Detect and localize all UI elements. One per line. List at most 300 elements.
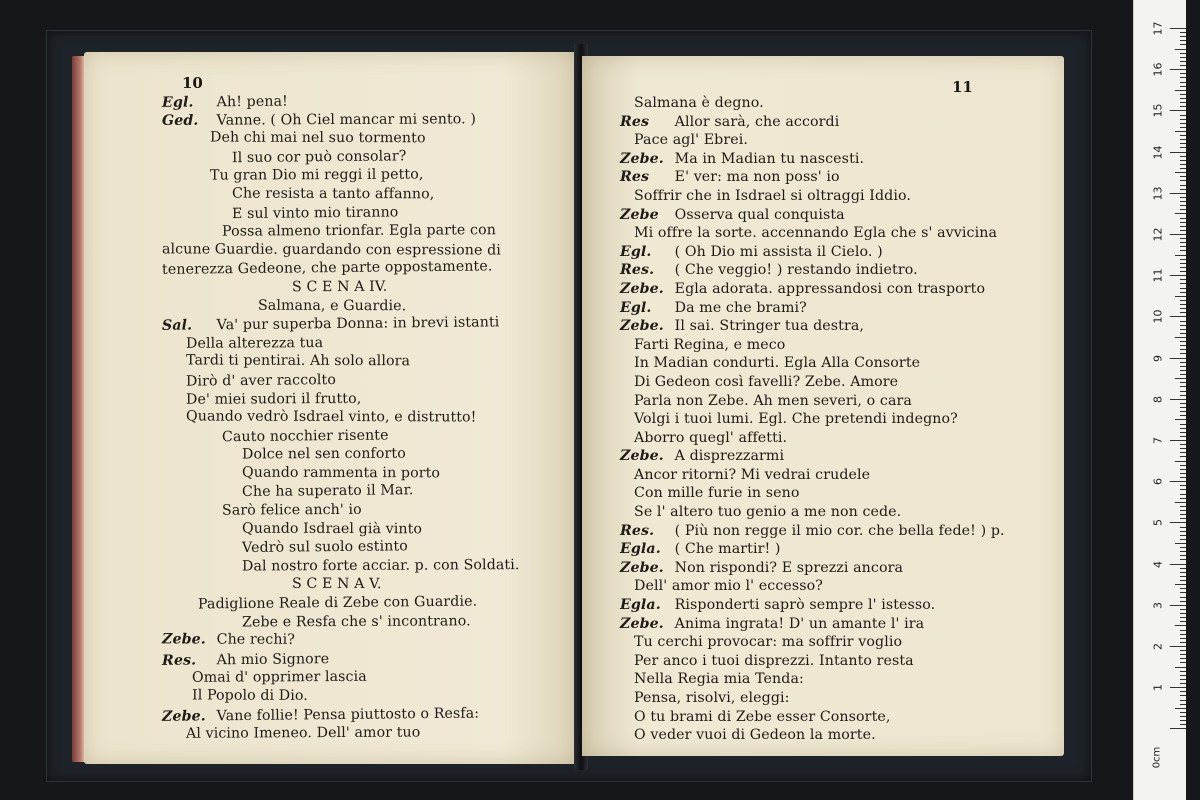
line-text: O tu brami di Zebe esser Consorte, xyxy=(634,708,891,725)
ruler-tick xyxy=(1180,176,1186,177)
ruler-tick xyxy=(1180,139,1186,140)
line-text: Va' pur superba Donna: in brevi istanti xyxy=(216,314,500,334)
line-text: Pace agl' Ebrei. xyxy=(634,132,748,149)
line-text: tenerezza Gedeone, che parte oppostamente. xyxy=(161,258,493,279)
text-line xyxy=(162,90,520,112)
ruler-tick xyxy=(1180,580,1186,581)
line-text: Dal nostro forte acciar. p. con Soldati. xyxy=(241,556,520,575)
ruler-tick xyxy=(1170,234,1186,235)
ruler-tick xyxy=(1180,572,1186,573)
text-line xyxy=(620,559,1005,578)
line-text: Padiglione Reale di Zebe con Guardie. xyxy=(197,593,478,613)
line-text: Tardi ti pentirai. Ah solo allora xyxy=(185,352,411,370)
speaker-label: Res. xyxy=(161,652,197,669)
text-line xyxy=(162,667,520,687)
speaker-label: Zebe. xyxy=(620,150,664,167)
text-line xyxy=(162,110,520,130)
text-line xyxy=(162,129,520,149)
right-page xyxy=(582,56,1064,756)
ruler-tick xyxy=(1180,201,1186,202)
ruler-tick xyxy=(1180,601,1186,602)
line-text: Tu gran Dio mi reggi il petto, xyxy=(209,166,424,185)
ruler-tick xyxy=(1180,209,1186,210)
ruler-tick xyxy=(1170,481,1186,482)
ruler-tick xyxy=(1180,403,1186,404)
text-line xyxy=(620,670,1005,689)
ruler-tick xyxy=(1170,358,1186,359)
ruler-tick xyxy=(1180,61,1186,62)
ruler-unit-label: 0cm xyxy=(1151,746,1163,769)
line-text: Il suo cor può consolar? xyxy=(231,148,407,166)
text-line xyxy=(162,686,520,706)
ruler-tick xyxy=(1180,366,1186,367)
ruler-number: 1 xyxy=(1151,684,1165,692)
ruler-number: 14 xyxy=(1151,145,1165,160)
line-text: Farti Regina, e meco xyxy=(634,336,786,353)
line-text: Nella Regia mia Tenda: xyxy=(634,671,804,688)
line-text: E' ver: ma non poss' io xyxy=(674,169,840,186)
ruler-tick xyxy=(1180,654,1186,655)
ruler-tick xyxy=(1180,65,1186,66)
text-line xyxy=(620,689,1005,708)
ruler-tick xyxy=(1180,374,1186,375)
speaker-label: Zebe. xyxy=(620,280,664,297)
ruler-tick xyxy=(1175,337,1186,338)
ruler-tick xyxy=(1180,407,1186,408)
ruler-tick xyxy=(1180,98,1186,99)
ruler-tick xyxy=(1180,712,1186,713)
ruler-tick xyxy=(1180,506,1186,507)
ruler-tick xyxy=(1180,592,1186,593)
line-text: Mi offre la sorte. accennando Egla che s' avvicina xyxy=(634,225,998,242)
ruler-tick xyxy=(1180,547,1186,548)
text-line xyxy=(162,165,520,185)
ruler-tick xyxy=(1180,308,1186,309)
line-text: Di Gedeon così favelli? Zebe. Amore xyxy=(634,373,899,390)
ruler-tick xyxy=(1180,477,1186,478)
ruler-tick xyxy=(1180,720,1186,721)
ruler-tick xyxy=(1180,53,1186,54)
ruler-tick xyxy=(1170,275,1186,276)
line-text: Cauto nocchier risente xyxy=(221,427,389,445)
ruler-tick xyxy=(1175,625,1186,626)
line-text: ( Che martir! ) xyxy=(674,541,781,558)
ruler-tick xyxy=(1180,230,1186,231)
text-line xyxy=(162,631,520,651)
line-text: S C E N A IV. xyxy=(291,278,388,296)
text-line xyxy=(620,447,1005,466)
line-text: Zebe e Resfa che s' incontrano. xyxy=(241,612,471,631)
text-line xyxy=(620,206,1005,225)
ruler-tick xyxy=(1180,531,1186,532)
ruler-tick xyxy=(1180,180,1186,181)
ruler-tick xyxy=(1180,115,1186,116)
ruler-number: 10 xyxy=(1151,309,1165,324)
text-line xyxy=(620,280,1005,299)
ruler-tick xyxy=(1180,634,1186,635)
ruler-number: 13 xyxy=(1151,186,1165,201)
text-line xyxy=(162,575,520,595)
line-text: De' miei sudori il frutto, xyxy=(185,390,362,408)
ruler-tick xyxy=(1170,193,1186,194)
ruler-tick xyxy=(1180,263,1186,264)
line-text: Egla adorata. appressandosi con trasporto xyxy=(674,280,986,297)
ruler-tick xyxy=(1180,716,1186,717)
ruler-tick xyxy=(1180,630,1186,631)
ruler-tick xyxy=(1180,671,1186,672)
ruler-tick xyxy=(1180,300,1186,301)
ruler-tick xyxy=(1180,551,1186,552)
ruler-tick xyxy=(1180,123,1186,124)
ruler-number: 8 xyxy=(1151,395,1165,403)
left-page-text xyxy=(162,92,519,743)
ruler-number: 4 xyxy=(1151,560,1165,568)
ruler-tick xyxy=(1180,448,1186,449)
ruler-tick xyxy=(1180,424,1186,425)
ruler-tick xyxy=(1180,704,1186,705)
ruler-tick xyxy=(1175,213,1186,214)
ruler-tick xyxy=(1180,695,1186,696)
ruler-tick xyxy=(1180,510,1186,511)
line-text: Vane follie! Pensa piuttosto o Resfa: xyxy=(216,705,480,724)
line-text: Parla non Zebe. Ah men severi, o cara xyxy=(634,392,912,409)
line-text: Ah! pena! xyxy=(216,93,288,111)
ruler-tick xyxy=(1180,222,1186,223)
ruler-number: 12 xyxy=(1151,227,1165,242)
line-text: Sarò felice anch' io xyxy=(221,501,362,519)
ruler-tick xyxy=(1180,514,1186,515)
line-text: Quando rammenta in porto xyxy=(241,464,441,482)
text-line xyxy=(620,726,1005,745)
text-line xyxy=(162,277,520,297)
line-text: E sul vinto mio tiranno xyxy=(231,203,399,222)
ruler-tick xyxy=(1180,370,1186,371)
ruler-number: 11 xyxy=(1151,268,1165,283)
ruler-tick xyxy=(1180,259,1186,260)
line-text: Se l' altero tuo genio a me non cede. xyxy=(634,504,902,521)
ruler-tick xyxy=(1170,316,1186,317)
ruler-tick xyxy=(1180,32,1186,33)
ruler-tick xyxy=(1180,160,1186,161)
text-line xyxy=(620,113,1005,132)
line-text: Per anco i tuoi disprezzi. Intanto resta xyxy=(634,652,914,669)
left-page xyxy=(84,52,578,764)
ruler-tick xyxy=(1180,283,1186,284)
line-text: Che rechi? xyxy=(216,631,295,649)
ruler-tick xyxy=(1180,469,1186,470)
ruler-tick xyxy=(1180,436,1186,437)
text-line xyxy=(162,407,520,427)
line-text: Quando Isdrael già vinto xyxy=(241,520,423,537)
line-text: Non rispondi? E sprezzi ancora xyxy=(674,559,904,576)
text-line xyxy=(620,633,1005,652)
line-text: Deh chi mai nel suo tormento xyxy=(209,129,426,147)
ruler-tick xyxy=(1180,189,1186,190)
text-line xyxy=(620,354,1005,373)
line-text: ( Più non regge il mio cor. che bella fede! ) p. xyxy=(674,522,1005,539)
ruler-tick xyxy=(1180,700,1186,701)
ruler-tick xyxy=(1180,135,1186,136)
line-text: Tu cerchi provocar: ma soffrir voglio xyxy=(634,634,903,651)
text-line xyxy=(162,612,520,632)
right-page-number: 11 xyxy=(952,78,973,96)
text-line xyxy=(620,261,1005,280)
line-text: Il Popolo di Dio. xyxy=(191,687,308,704)
ruler-tick xyxy=(1180,658,1186,659)
line-text: Anima ingrata! D' un amante l' ira xyxy=(674,615,925,632)
ruler-tick xyxy=(1180,432,1186,433)
ruler-tick xyxy=(1180,349,1186,350)
text-line xyxy=(162,352,520,372)
right-page-text xyxy=(620,94,1005,745)
ruler-tick xyxy=(1180,238,1186,239)
ruler-tick xyxy=(1180,143,1186,144)
ruler-tick xyxy=(1180,568,1186,569)
line-text: Da me che brami? xyxy=(674,299,807,316)
text-line xyxy=(620,317,1005,336)
ruler-tick xyxy=(1180,494,1186,495)
ruler-tick xyxy=(1180,662,1186,663)
ruler-tick xyxy=(1175,49,1186,50)
text-line xyxy=(620,224,1005,243)
text-line xyxy=(620,94,1005,113)
line-text: Quando vedrò Isdrael vinto, e distrutto! xyxy=(185,408,477,426)
ruler-tick xyxy=(1180,535,1186,536)
ruler-tick xyxy=(1180,242,1186,243)
ruler-number: 6 xyxy=(1151,478,1165,486)
speaker-label: Egla. xyxy=(620,541,661,558)
ruler-tick xyxy=(1170,69,1186,70)
text-line xyxy=(620,540,1005,559)
text-line xyxy=(620,596,1005,615)
ruler-tick xyxy=(1175,667,1186,668)
ruler-tick xyxy=(1180,36,1186,37)
ruler-tick xyxy=(1180,325,1186,326)
ruler-tick xyxy=(1180,86,1186,87)
ruler-tick xyxy=(1180,382,1186,383)
speaker-label: Res. xyxy=(620,262,655,279)
ruler-tick xyxy=(1180,57,1186,58)
ruler-tick xyxy=(1180,650,1186,651)
ruler-tick xyxy=(1180,428,1186,429)
ruler-tick xyxy=(1180,518,1186,519)
ruler-tick xyxy=(1170,522,1186,523)
ruler-tick xyxy=(1180,164,1186,165)
line-text: Al vicino Imeneo. Dell' amor tuo xyxy=(185,724,421,742)
ruler-number: 5 xyxy=(1151,519,1165,527)
speaker-label: Ged. xyxy=(161,112,199,129)
text-line xyxy=(162,184,520,204)
ruler-tick xyxy=(1180,246,1186,247)
ruler-tick xyxy=(1180,333,1186,334)
line-text: Volgi i tuoi lumi. Egl. Che pretendi indegno? xyxy=(634,411,958,428)
ruler-number: 15 xyxy=(1151,103,1165,118)
line-text: Ancor ritorni? Mi vedrai crudele xyxy=(634,466,871,483)
ruler-tick xyxy=(1180,40,1186,41)
ruler-tick xyxy=(1170,564,1186,565)
ruler-tick xyxy=(1175,502,1186,503)
ruler-tick xyxy=(1180,683,1186,684)
ruler-tick xyxy=(1180,395,1186,396)
line-text: In Madian condurti. Egla Alla Consorte xyxy=(634,355,921,372)
ruler-tick xyxy=(1175,131,1186,132)
ruler-tick xyxy=(1180,613,1186,614)
ruler-tick xyxy=(1180,675,1186,676)
ruler-tick xyxy=(1170,728,1186,729)
text-line xyxy=(162,500,520,520)
ruler-tick xyxy=(1180,353,1186,354)
ruler-tick xyxy=(1180,288,1186,289)
ruler-tick xyxy=(1175,584,1186,585)
ruler-number: 3 xyxy=(1151,601,1165,609)
ruler-tick xyxy=(1180,304,1186,305)
ruler-tick xyxy=(1180,321,1186,322)
text-line xyxy=(620,168,1005,187)
ruler-tick xyxy=(1180,218,1186,219)
ruler-tick xyxy=(1180,679,1186,680)
line-text: ( Che veggio! ) restando indietro. xyxy=(674,262,918,279)
ruler-tick xyxy=(1180,267,1186,268)
ruler-tick xyxy=(1180,106,1186,107)
line-text: S C E N A V. xyxy=(291,576,382,593)
text-line xyxy=(162,333,520,353)
ruler-tick xyxy=(1180,489,1186,490)
ruler-tick xyxy=(1180,559,1186,560)
ruler-tick xyxy=(1180,73,1186,74)
text-line xyxy=(620,299,1005,318)
ruler-number: 17 xyxy=(1151,21,1165,36)
text-line xyxy=(620,429,1005,448)
ruler-tick xyxy=(1180,147,1186,148)
ruler-number: 2 xyxy=(1151,643,1165,650)
ruler-tick xyxy=(1180,226,1186,227)
line-text: Vanne. ( Oh Ciel mancar mi sento. ) xyxy=(216,110,477,129)
speaker-label: Zebe. xyxy=(161,631,206,648)
speaker-label: Res xyxy=(620,169,650,186)
text-line xyxy=(620,336,1005,355)
text-line xyxy=(620,131,1005,150)
ruler-tick xyxy=(1170,110,1186,111)
line-text: Allor sarà, che accordi xyxy=(674,113,840,130)
text-line xyxy=(620,150,1005,169)
line-text: Risponderti saprò sempre l' istesso. xyxy=(674,597,936,614)
speaker-label: Egl. xyxy=(620,299,652,316)
text-line xyxy=(620,708,1005,727)
ruler-number: 16 xyxy=(1151,62,1165,77)
ruler-tick xyxy=(1180,345,1186,346)
ruler-tick xyxy=(1175,419,1186,420)
text-line xyxy=(620,392,1005,411)
speaker-label: Egla. xyxy=(620,597,661,614)
ruler-tick xyxy=(1180,724,1186,725)
text-line xyxy=(162,592,520,614)
speaker-label: Zebe. xyxy=(620,615,664,632)
ruler-tick xyxy=(1180,292,1186,293)
ruler-tick xyxy=(1180,456,1186,457)
line-text: Con mille furie in seno xyxy=(634,485,800,502)
ruler-tick xyxy=(1180,597,1186,598)
line-text: Che ha superato il Mar. xyxy=(241,482,414,501)
ruler-tick xyxy=(1180,168,1186,169)
line-text: Dirò d' aver raccolto xyxy=(185,371,337,390)
ruler-tick xyxy=(1180,44,1186,45)
text-line xyxy=(620,652,1005,671)
ruler-tick xyxy=(1180,576,1186,577)
text-line xyxy=(162,369,520,391)
ruler-tick xyxy=(1180,205,1186,206)
ruler-tick xyxy=(1180,362,1186,363)
ruler-tick xyxy=(1175,255,1186,256)
line-text: Aborro quegl' affetti. xyxy=(634,429,788,446)
line-text: Dolce nel sen conforto xyxy=(241,445,406,463)
speaker-label: Res. xyxy=(620,522,655,539)
text-line xyxy=(620,187,1005,206)
line-text: A disprezzarmi xyxy=(674,448,785,465)
line-text: Il sai. Stringer tua destra, xyxy=(674,318,865,335)
ruler-tick xyxy=(1180,691,1186,692)
ruler-tick xyxy=(1180,341,1186,342)
ruler-tick xyxy=(1180,588,1186,589)
line-text: Omai d' opprimer lascia xyxy=(191,669,367,687)
speaker-label: Zebe. xyxy=(620,448,664,465)
text-line xyxy=(162,389,520,409)
speaker-label: Zebe. xyxy=(161,708,206,725)
text-line xyxy=(620,410,1005,429)
text-line xyxy=(620,522,1005,541)
ruler-tick xyxy=(1175,296,1186,297)
ruler-tick xyxy=(1175,378,1186,379)
speaker-label: Zebe. xyxy=(620,559,664,576)
speaker-label: Egl. xyxy=(161,94,194,111)
ruler-tick xyxy=(1180,642,1186,643)
ruler-tick xyxy=(1175,461,1186,462)
ruler-tick xyxy=(1180,329,1186,330)
ruler-tick xyxy=(1170,440,1186,441)
ruler-number: 9 xyxy=(1151,354,1165,362)
ruler-tick xyxy=(1170,605,1186,606)
speaker-label: Zebe xyxy=(620,206,659,223)
text-line xyxy=(162,723,520,743)
text-line xyxy=(620,503,1005,522)
ruler-tick xyxy=(1175,90,1186,91)
ruler-tick xyxy=(1180,82,1186,83)
ruler-tick xyxy=(1180,197,1186,198)
ruler-tick xyxy=(1180,156,1186,157)
ruler-tick xyxy=(1180,415,1186,416)
text-line xyxy=(620,466,1005,485)
ruler-tick xyxy=(1180,127,1186,128)
left-page-number: 10 xyxy=(182,74,203,92)
line-text: Che resista a tanto affanno, xyxy=(231,185,435,203)
text-line xyxy=(620,577,1005,596)
ruler-tick xyxy=(1180,621,1186,622)
ruler-tick xyxy=(1170,687,1186,688)
line-text: Ah mio Signore xyxy=(216,650,330,669)
text-line xyxy=(620,243,1005,262)
ruler-tick xyxy=(1170,28,1186,29)
ruler-tick xyxy=(1180,386,1186,387)
ruler-tick xyxy=(1180,498,1186,499)
text-line xyxy=(620,373,1005,392)
line-text: Salmana, e Guardie. xyxy=(257,297,407,314)
ruler-tick xyxy=(1180,250,1186,251)
ruler-tick xyxy=(1180,638,1186,639)
speaker-label: Res xyxy=(620,113,650,130)
ruler-tick xyxy=(1180,473,1186,474)
ruler-tick xyxy=(1175,172,1186,173)
ruler-tick xyxy=(1180,77,1186,78)
ruler-tick xyxy=(1180,527,1186,528)
